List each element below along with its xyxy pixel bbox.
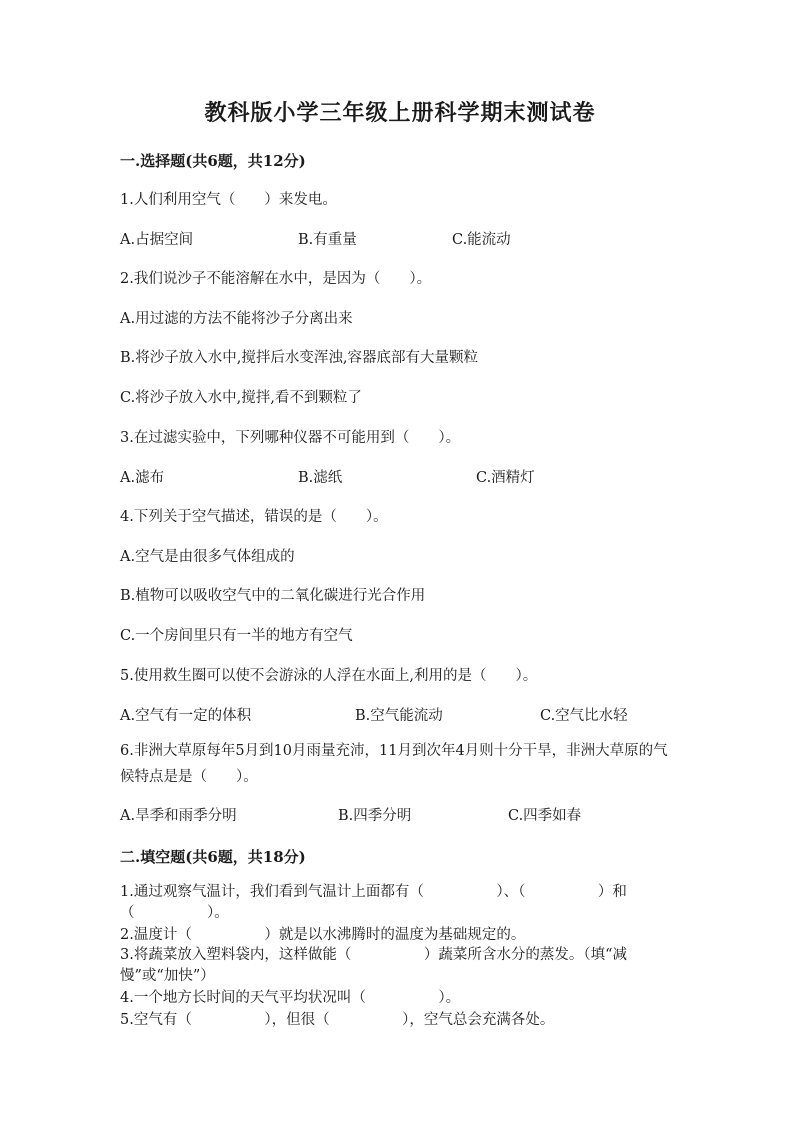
q1-option-b: B.有重量: [298, 232, 357, 248]
q6-option-a: A.旱季和雨季分明: [120, 808, 237, 824]
q1-option-a: A.占据空间: [120, 232, 194, 248]
q5-option-c: C.空气比水轻: [540, 708, 628, 724]
q5-stem: 5.使用救生圈可以使不会游泳的人浮在水面上,利用的是（ ）。: [120, 668, 538, 684]
q6-option-b: B.四季分明: [338, 808, 412, 824]
q4-option-c: C.一个房间里只有一半的地方有空气: [120, 628, 353, 644]
q2-stem: 2.我们说沙子不能溶解在水中，是因为（ ）。: [120, 271, 432, 287]
fill-q1: 1.通过观察气温计，我们看到气温计上面都有（ ）、（ ）和（ ）。: [120, 884, 627, 921]
q2-option-c: C.将沙子放入水中,搅拌,看不到颗粒了: [120, 390, 362, 406]
page-title: 教科版小学三年级上册科学期末测试卷: [204, 100, 596, 126]
q4-option-b: B.植物可以吸收空气中的二氧化碳进行光合作用: [120, 588, 426, 604]
q4-option-a: A.空气是由很多气体组成的: [120, 549, 295, 565]
q3-option-b: B.滤纸: [298, 470, 343, 486]
fill-q5: 5.空气有（ ），但很（ ），空气总会充满各处。: [120, 1012, 555, 1028]
q6-stem: 6.非洲大草原每年5月到10月雨量充沛，11月到次年4月则十分干旱，非洲大草原的气候特点是是（ ）。: [120, 743, 668, 785]
q1-option-c: C.能流动: [452, 232, 511, 248]
q3-option-a: A.滤布: [120, 470, 165, 486]
section1-heading: 一.选择题(共6题，共12分): [120, 152, 306, 170]
q6-option-c: C.四季如春: [508, 808, 582, 824]
q4-stem: 4.下列关于空气描述，错误的是（ ）。: [120, 509, 388, 525]
q1-stem: 1.人们利用空气（ ）来发电。: [120, 192, 337, 208]
q3-option-c: C.酒精灯: [476, 470, 535, 486]
fill-q3: 3.将蔬菜放入塑料袋内，这样做能（ ）蔬菜所含水分的蒸发。（填“减慢”或“加快”）: [120, 947, 627, 984]
q2-option-b: B.将沙子放入水中,搅拌后水变浑浊,容器底部有大量颗粒: [120, 350, 478, 366]
fill-q4: 4.一个地方长时间的天气平均状况叫（ ）。: [120, 990, 461, 1006]
q5-option-a: A.空气有一定的体积: [120, 708, 252, 724]
q5-option-b: B.空气能流动: [355, 708, 443, 724]
fill-q2: 2.温度计（ ）就是以水沸腾时的温度为基础规定的。: [120, 927, 526, 943]
q3-stem: 3.在过滤实验中，下列哪种仪器不可能用到（ ）。: [120, 430, 461, 446]
q2-option-a: A.用过滤的方法不能将沙子分离出来: [120, 311, 353, 327]
section2-heading: 二.填空题(共6题，共18分): [120, 848, 306, 866]
